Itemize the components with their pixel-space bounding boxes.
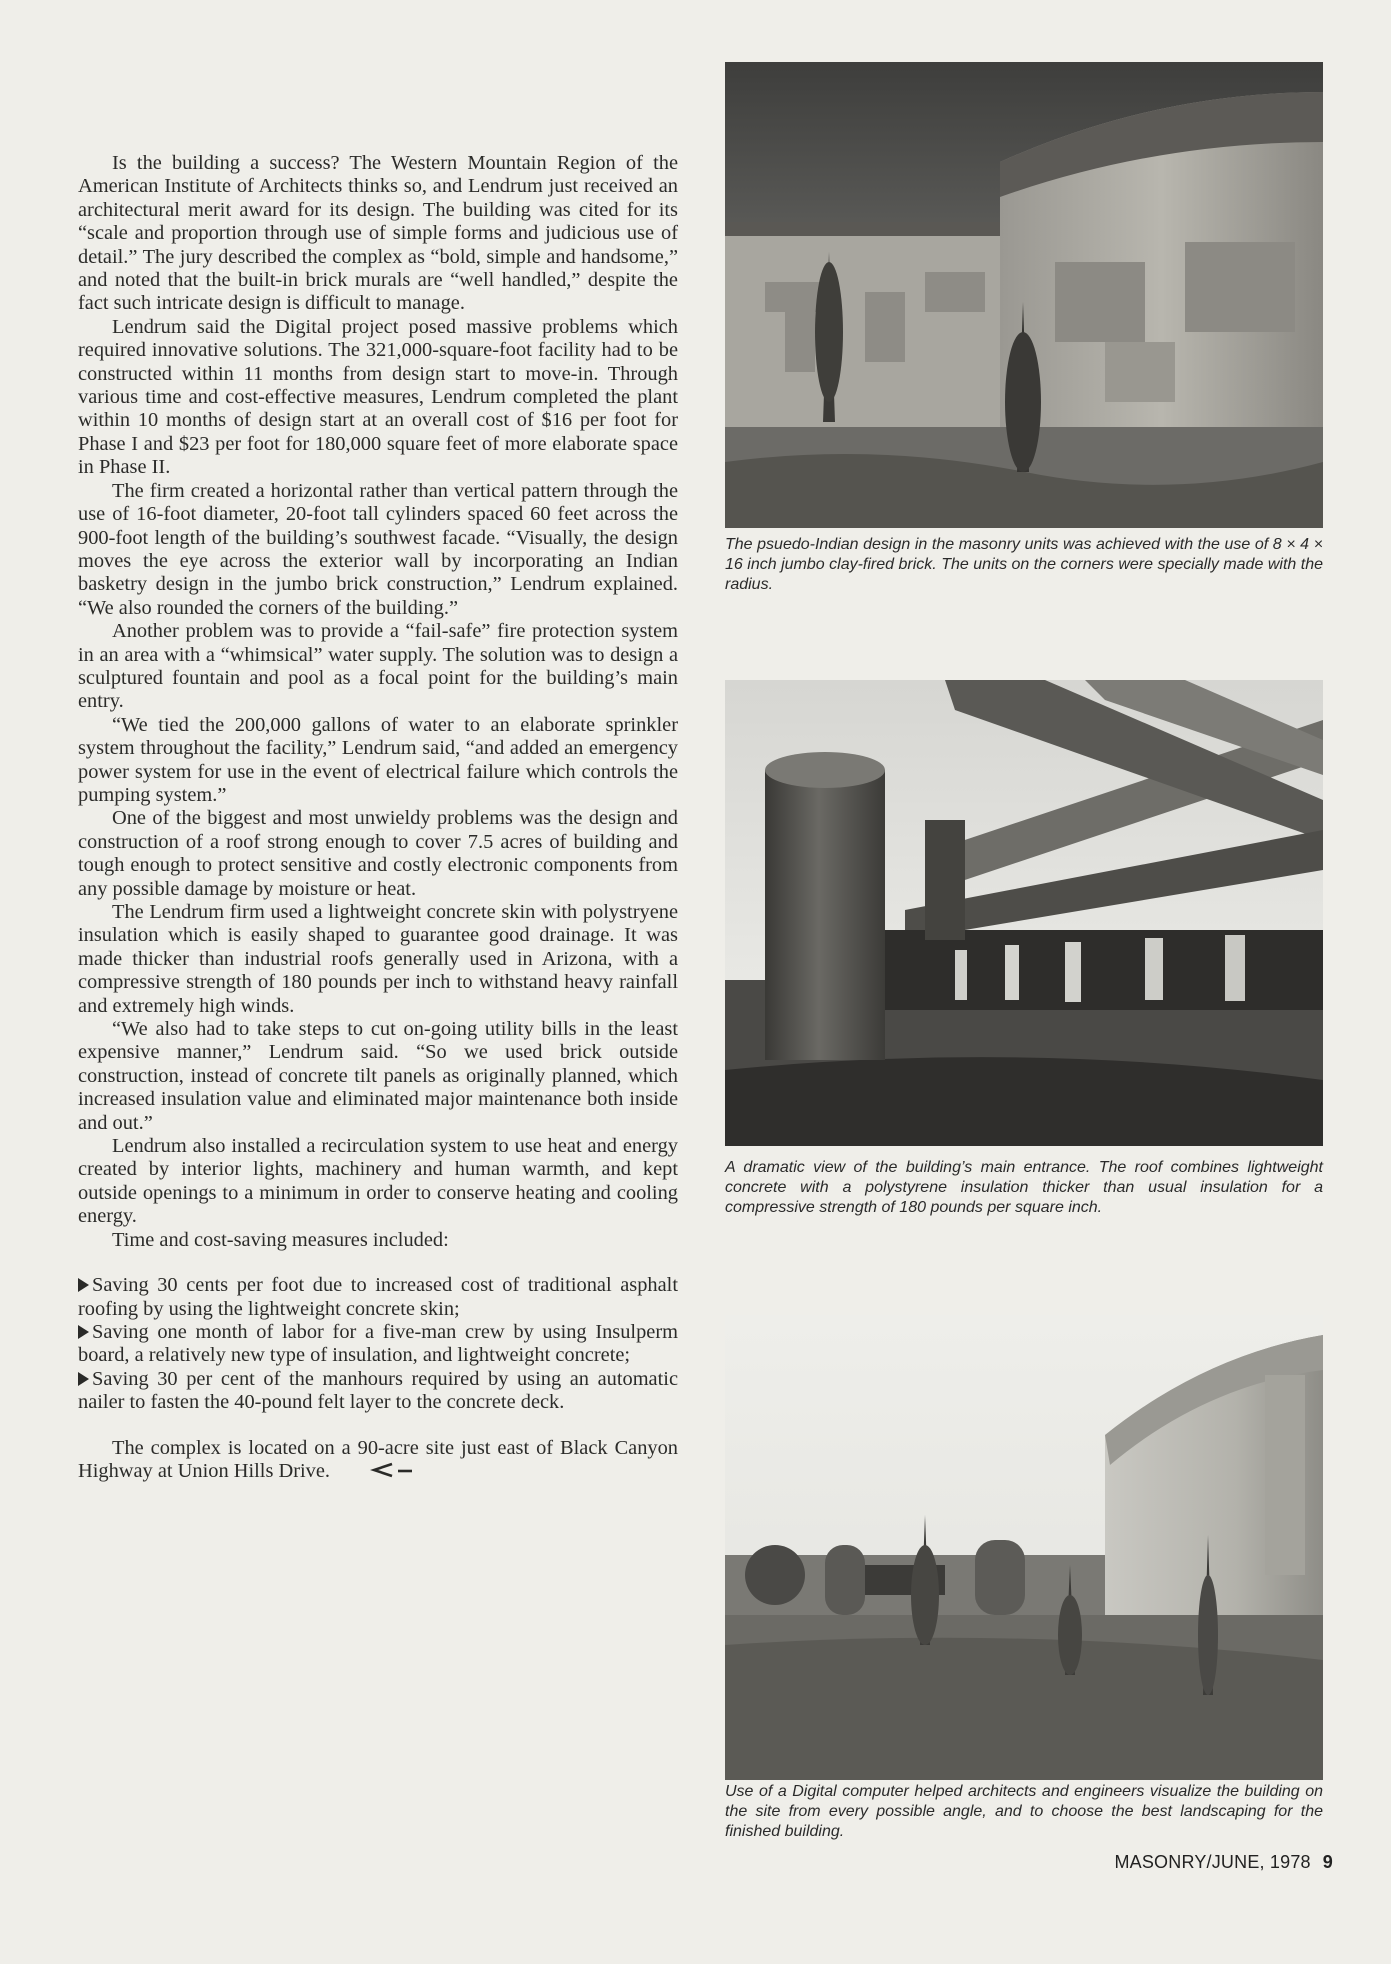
photo-site-landscaping <box>725 1315 1323 1780</box>
article-paragraph: The firm created a horizontal rather than vertical pattern through the use of 16-foot diameter, 20-foot tall cylinders spaced 60 feet across the 900-foot length of the building’s southwest facade. “Visually, the design moves the eye across the exterior wall by incorporating an Indian basketry design in the jumbo brick construction,” Lendrum explained. “We also rounded the corners of the building.” <box>78 479 678 619</box>
article-paragraph: Another problem was to provide a “fail-safe” fire protection system in an area with a “whimsical” water supply. The solution was to design a sculptured fountain and pool as a focal point for the building’s main entry. <box>78 620 678 713</box>
publication-date: MASONRY/JUNE, 1978 <box>1114 1852 1311 1872</box>
photo-caption: A dramatic view of the building’s main entrance. The roof combines lightweight concrete with a polystyrene insulation thicker than usual insulation for a compressive strength of 180 pounds per square inch. <box>725 1159 1323 1216</box>
article-paragraph: The Lendrum firm used a lightweight concrete skin with polystryene insulation which is easily shaped to guarantee good drainage. It was made thicker than industrial roofs generally used in Arizona, with a compressive strength of 180 pounds per inch to withstand heavy rainfall and extremely high winds. <box>78 901 678 1017</box>
bullet-triangle-icon <box>78 1278 89 1292</box>
bullet-triangle-icon <box>78 1372 89 1386</box>
article-paragraph: Is the building a success? The Western Mountain Region of the American Institute of Architects thinks so, and Lendrum just received an architectural merit award for its design. The building was cited for its “scale and proportion through use of simple forms and judicious use of detail.” The jury described the complex as “bold, simple and handsome,” and noted that the built-in brick murals are “well handled,” despite the fact such intricate design is difficult to manage. <box>78 152 678 315</box>
article-paragraph: “We also had to take steps to cut on-going utility bills in the least expensive manner,” Lendrum said. “So we used brick outside construction, instead of concrete tilt panels as originally planned, which increased insulation value and eliminated major maintenance both inside and out.” <box>78 1018 678 1134</box>
article-paragraph: One of the biggest and most unwieldy problems was the design and construction of a roof strong enough to cover 7.5 acres of building and tough enough to protect sensitive and costly electronic components from any possible damage by moisture or heat. <box>78 807 678 900</box>
savings-list-item: Saving 30 per cent of the manhours required by using an automatic nailer to fasten the 40-pound felt layer to the concrete deck. <box>78 1367 678 1414</box>
end-mark-icon <box>336 1461 414 1484</box>
page-footer <box>1114 1852 1333 1873</box>
article-body <box>78 152 678 1484</box>
savings-list-item: Saving 30 cents per foot due to increased cost of traditional asphalt roofing by using the lightweight concrete skin; <box>78 1274 678 1320</box>
photo-caption: The psuedo-Indian design in the masonry units was achieved with the use of 8 × 4 × 16 inch jumbo clay-fired brick. The units on the corners were specially made with the radius. <box>725 536 1323 593</box>
article-paragraph: “We tied the 200,000 gallons of water to an elaborate sprinkler system throughout the facility,” Lendrum said, “and added an emergency power system for use in the event of electrical failure which controls the pumping system.” <box>78 713 678 806</box>
article-paragraph: Lendrum said the Digital project posed massive problems which required innovative solutions. The 321,000-square-foot facility had to be constructed within 11 months from design start to move-in. Through various time and cost-effective measures, Lendrum completed the plant within 10 months of design start at an overall cost of $16 per foot for Phase I and $23 per foot for 180,000 square feet of more elaborate space in Phase II. <box>78 315 678 479</box>
savings-list-item: Saving one month of labor for a five-man crew by using Insulperm board, a relatively new type of insulation, and lightweight concrete; <box>78 1320 678 1367</box>
photo-brick-facade <box>725 62 1323 528</box>
closing-paragraph: The complex is located on a 90-acre site just east of Black Canyon Highway at Union Hills Drive. <box>78 1437 678 1484</box>
article-paragraph: Time and cost-saving measures included: <box>112 1228 449 1251</box>
photo-caption: Use of a Digital computer helped architects and engineers visualize the building on the site from every possible angle, and to choose the best landscaping for the finished building. <box>725 1783 1323 1840</box>
page-number: 9 <box>1322 1852 1333 1872</box>
savings-list <box>78 1274 678 1414</box>
photo-main-entrance <box>725 680 1323 1146</box>
article-paragraph: Lendrum also installed a recirculation system to use heat and energy created by interior lights, machinery and human warmth, and kept outside openings to a minimum in order to conserve heating and cooling energy. <box>78 1135 678 1228</box>
bullet-triangle-icon <box>78 1325 89 1339</box>
